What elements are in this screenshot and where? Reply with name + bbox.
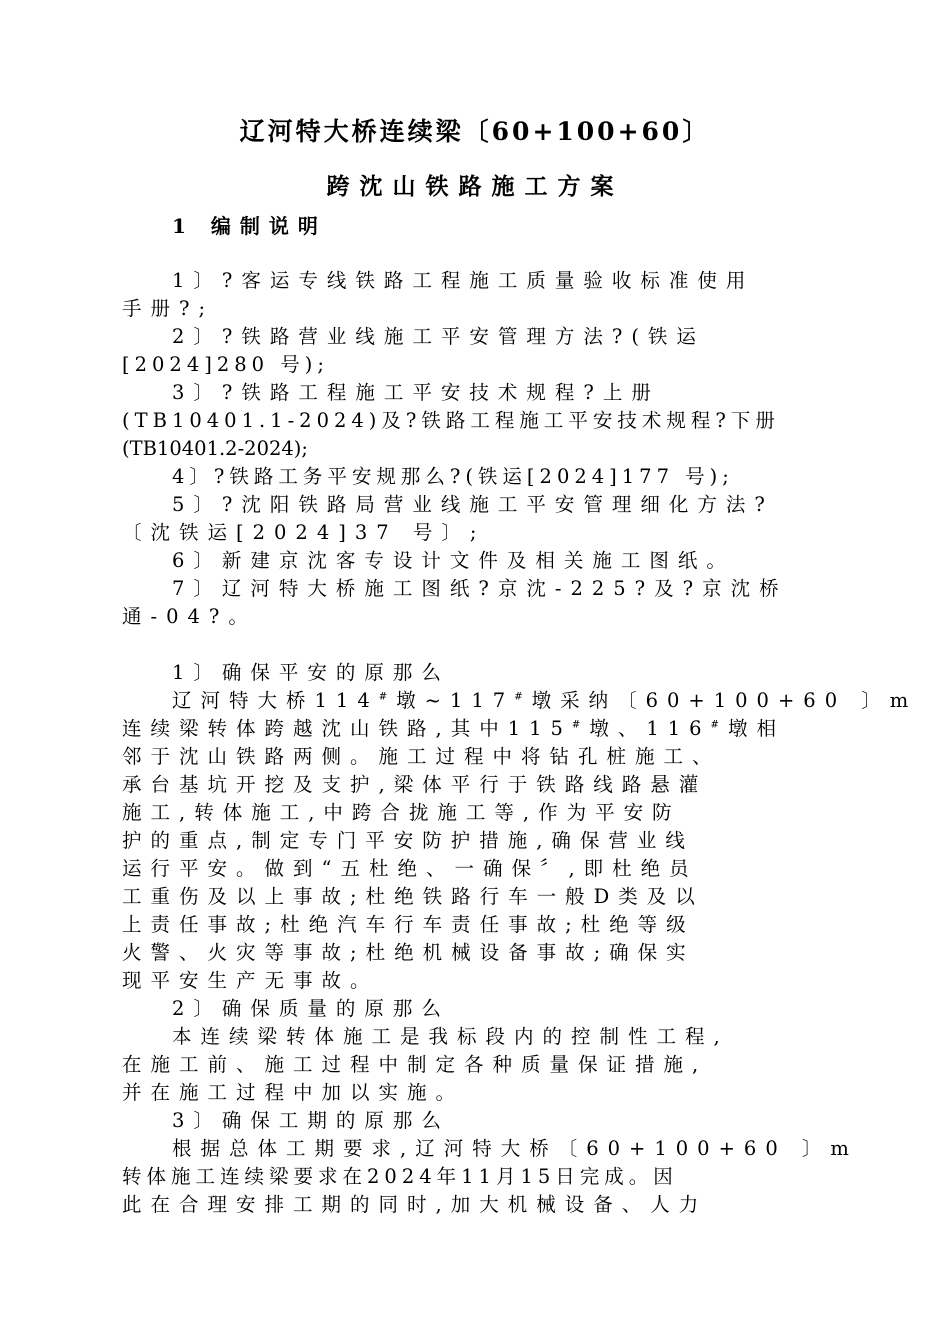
paragraph-line: 此在合理安排工期的同时,加大机械设备、人力 [122,1193,708,1216]
basis-item-cont: (TB10401.2-2024); [122,437,308,460]
basis-item: 6〕新建京沈客专设计文件及相关施工图纸。 [172,549,735,572]
paragraph-line: 现平安生产无事故。 [122,969,379,992]
principle-heading: 3〕确保工期的原那么 [172,1109,450,1132]
paragraph-line: 护的重点,制定专门平安防护措施,确保营业线 [122,829,694,852]
paragraph-line: 辽河特大桥114#墩~117#墩采纳〔60+100+60 〕m [172,689,918,712]
principle-heading: 1〕确保平安的原那么 [172,661,450,684]
paragraph-line: 工重伤及以上事故;杜绝铁路行车一般D类及以 [122,885,704,908]
basis-item: 1〕?客运专线铁路工程施工质量验收标准使用 [172,269,755,292]
paragraph-line: 邻于沈山铁路两侧。施工过程中将钻孔桩施工、 [122,745,721,768]
basis-item: 2〕?铁路营业线施工平安管理方法?(铁运 [172,325,705,348]
basis-item: 3〕?铁路工程施工平安技术规程?上册 [172,381,660,404]
basis-item-cont: 通-04?。 [122,605,257,628]
paragraph-line: 火警、火灾等事故;杜绝机械设备事故;确保实 [122,941,695,964]
paragraph-line: 上责任事故;杜绝汽车行车责任事故;杜绝等级 [122,913,695,936]
paragraph-line: 在施工前、施工过程中制定各种质量保证措施, [122,1053,708,1076]
paragraph-line: 根据总体工期要求,辽河特大桥〔60+100+60 〕m [172,1137,858,1160]
basis-item: 7〕辽河特大桥施工图纸?京沈-225?及?京沈桥 [172,577,788,600]
paragraph-line: 运行平安。做到“五杜绝、一确保〞,即杜绝员 [122,857,698,880]
basis-item-cont: 〔沈铁运[2024]37 号〕; [122,521,486,544]
paragraph-line: 转体施工连续梁要求在2024年11月15日完成。因 [122,1165,678,1188]
paragraph-line: 连续梁转体跨越沈山铁路,其中115#墩、116#墩相 [122,717,785,740]
document-title: 辽河特大桥连续梁〔60+100+60〕 [239,117,711,146]
basis-item-cont: 手册?; [122,297,215,320]
document-subtitle: 跨沈山铁路施工方案 [326,173,624,200]
basis-item: 4〕?铁路工务平安规那么?(铁运[2024]177 号); [172,465,734,488]
basis-item: 5〕?沈阳铁路局营业线施工平安管理细化方法? [172,493,774,516]
paragraph-line: 本连续梁转体施工是我标段内的控制性工程, [172,1025,729,1048]
basis-item-cont: [2024]280 号); [122,353,329,376]
paragraph-line: 施工,转体施工,中跨合拢施工等,作为平安防 [122,801,681,824]
section-heading: 1 编制说明 [172,214,327,238]
paragraph-line: 并在施工过程中加以实施。 [122,1081,465,1104]
basis-item-cont: (TB10401.1-2024)及?铁路工程施工平安技术规程?下册 [122,409,780,432]
paragraph-line: 承台基坑开挖及支护,梁体平行于铁路线路悬灌 [122,773,708,796]
principle-heading: 2〕确保质量的原那么 [172,997,450,1020]
